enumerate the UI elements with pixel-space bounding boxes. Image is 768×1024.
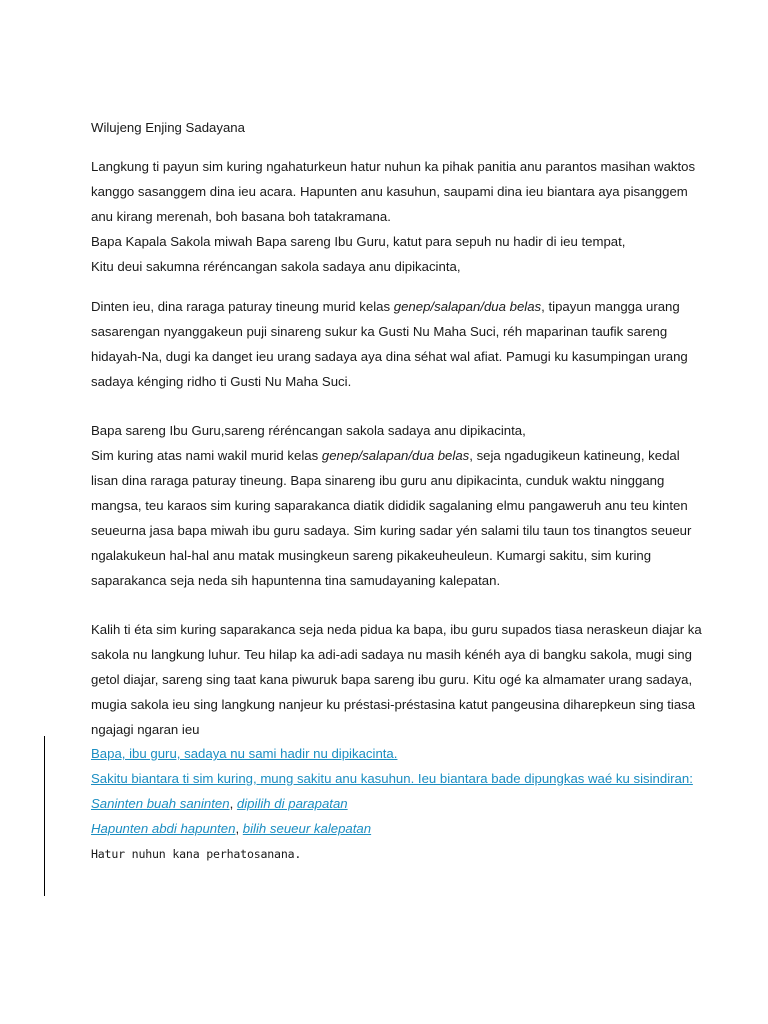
- p4-line-1: Kalih ti éta sim kuring saparakanca seja neda pidua ka bapa, ibu guru supados tiasa neraskeun diajar ka: [91, 622, 702, 637]
- p3-line-3: lisan dina raraga paturay tineung. Bapa sinareng ibu guru anu dipikacinta, cunduk waktu ninggang: [91, 473, 665, 488]
- p3-line-2-text-a: Sim kuring atas nami wakil murid kelas: [91, 448, 322, 463]
- p2-line-1-italic: genep/salapan/dua belas: [393, 299, 542, 314]
- p3-line-7: saparakanca seja neda sih hapuntenna tina samudayaning kalepatan.: [91, 573, 501, 588]
- pantun-2b-link[interactable]: [243, 821, 371, 836]
- p3-line-2-text-b: , seja ngadugikeun katineung, kedal: [469, 448, 680, 463]
- p1-line-4: Bapa Kapala Sakola miwah Bapa sareng Ibu Guru, katut para sepuh nu hadir di ieu tempat,: [91, 234, 626, 249]
- p4-line-4: mugia sakola ieu sing langkung nanjeur ku préstasi-préstasina katut pangeusina diharepkeun sing tiasa: [91, 697, 696, 712]
- closing-line-1-link[interactable]: Bapa, ibu guru, sadaya nu sami hadir nu dipikacinta.: [91, 746, 398, 761]
- pantun-2a-text: Hapunten abdi hapunten: [91, 821, 236, 836]
- pantun-1a-text: Saninten buah saninten: [91, 796, 230, 811]
- p4-line-5: ngajagi ngaran ieu: [91, 722, 200, 737]
- p1-line-3: anu kirang merenah, boh basana boh tatakramana.: [91, 209, 391, 224]
- pantun-2a-link[interactable]: [91, 821, 235, 836]
- p3-line-2: [91, 448, 680, 464]
- thanks-line: Hatur nuhun kana perhatosanana.: [91, 847, 302, 861]
- pantun-line-2: [91, 821, 371, 837]
- p2-line-4: sadaya kénging ridho ti Gusti Nu Maha Suci.: [91, 374, 352, 389]
- change-bar: [44, 736, 45, 896]
- p1-line-5: Kitu deui sakumna réréncangan sakola sadaya anu dipikacinta,: [91, 259, 461, 274]
- p4-line-3: getol diajar, sareng sing taat kana piwuruk bapa sareng ibu guru. Kitu ogé ka almamater urang sadaya,: [91, 672, 693, 687]
- p3-line-1: Bapa sareng Ibu Guru,sareng réréncangan sakola sadaya anu dipikacinta,: [91, 423, 526, 438]
- p1-line-1: Langkung ti payun sim kuring ngahaturkeun hatur nuhun ka pihak panitia anu parantos masihan waktos: [91, 159, 696, 174]
- greeting: Wilujeng Enjing Sadayana: [91, 120, 245, 135]
- p2-line-1-text-b: , tipayun mangga urang: [541, 299, 680, 314]
- pantun-1-separator: ,: [229, 796, 237, 811]
- pantun-line-1: [91, 796, 348, 812]
- p3-line-5: seueurna jasa bapa miwah ibu guru sadaya. Sim kuring sadar yén salami tilu taun tos tinangtos seueur: [91, 523, 692, 538]
- pantun-2-separator: ,: [235, 821, 243, 836]
- pantun-2b-text: bilih seueur kalepatan: [242, 821, 372, 836]
- pantun-1a-link[interactable]: [91, 796, 230, 811]
- closing-line-2-link[interactable]: Sakitu biantara ti sim kuring, mung sakitu anu kasuhun. Ieu biantara bade dipungkas waé ku sisindiran:: [91, 771, 693, 786]
- p3-line-2-italic: genep/salapan/dua belas: [321, 448, 470, 463]
- pantun-1b-link[interactable]: [237, 796, 348, 811]
- p1-line-2: kanggo sasanggem dina ieu acara. Hapunten anu kasuhun, saupami dina ieu biantara aya pisanggem: [91, 184, 688, 199]
- p2-line-2: sasarengan nyanggakeun puji sinareng sukur ka Gusti Nu Maha Suci, réh maparinan taufik sareng: [91, 324, 668, 339]
- p4-line-2: sakola nu langkung luhur. Teu hilap ka adi-adi sadaya nu masih kénéh aya di bangku sakola, mugi sing: [91, 647, 692, 662]
- p2-line-1-text-a: Dinten ieu, dina raraga paturay tineung murid kelas: [91, 299, 394, 314]
- p3-line-6: ngalakukeun hal-hal anu matak musingkeun sareng pikakeuheuleun. Kumargi sakitu, sim kuring: [91, 548, 652, 563]
- p2-line-3: hidayah-Na, dugi ka danget ieu urang sadaya aya dina séhat wal afiat. Pamugi ku kasumpingan urang: [91, 349, 688, 364]
- pantun-1b-text: dipilih di parapatan: [236, 796, 348, 811]
- p2-line-1: [91, 299, 680, 315]
- p3-line-4: mangsa, teu karaos sim kuring saparakanca diatik dididik sagalaning elmu pangaweruh anu teu kinten: [91, 498, 688, 513]
